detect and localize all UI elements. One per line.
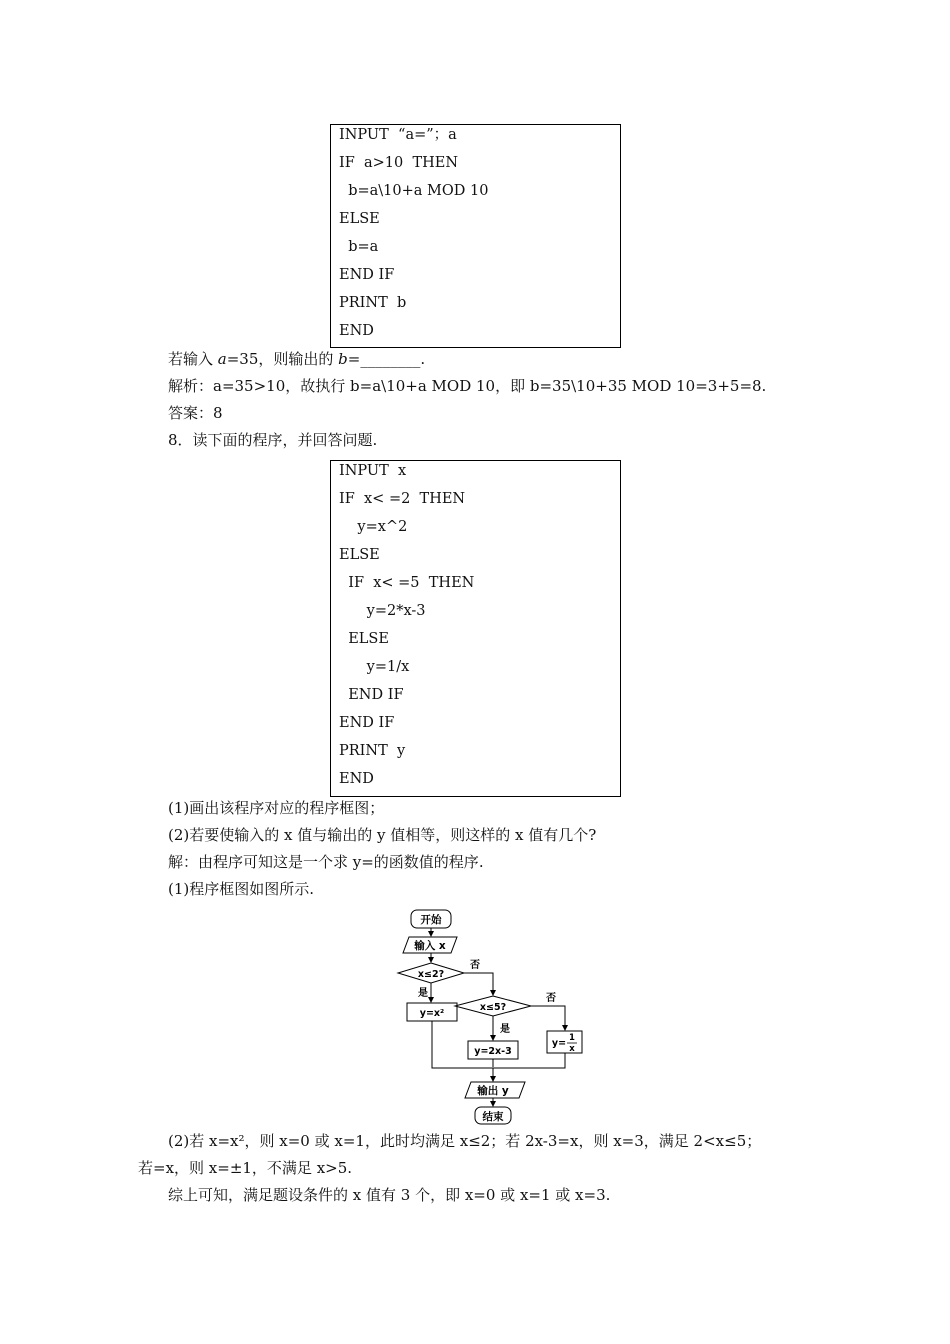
box3-label: y= [551, 1038, 567, 1049]
solution-part2-line2: 若=x，则 x=±1，不满足 x>5. [138, 1159, 353, 1177]
problem8-title: 8．读下面的程序，并回答问题. [168, 431, 378, 449]
yes-label-2: 是 [500, 1024, 510, 1035]
code-line: y=x^2 [339, 519, 408, 535]
end-label: 结束 [482, 1111, 504, 1123]
problem8-q1: (1)画出该程序对应的程序框图； [168, 799, 385, 817]
flowchart [395, 905, 595, 1127]
code-line: END IF [339, 715, 395, 731]
code-line: ELSE [339, 547, 380, 563]
program-box-2 [330, 460, 621, 797]
input-label: 输入 x [414, 940, 446, 952]
output-label: 输出 y [477, 1085, 509, 1097]
program-box-1 [330, 124, 621, 348]
condition2-label: x≤5? [479, 1002, 507, 1013]
no-label-1: 否 [470, 960, 480, 971]
problem7-analysis: 解析：a=35>10，故执行 b=a\10+a MOD 10，即 b=35\10+35 MOD 10=3+5=8. [168, 377, 767, 395]
problem8-q2: (2)若要使输入的 x 值与输出的 y 值相等，则这样的 x 值有几个? [168, 826, 597, 844]
code-line: INPUT x [339, 463, 407, 479]
no-label-2: 否 [546, 993, 556, 1004]
problem7-answer: 答案：8 [168, 404, 223, 422]
solution-part2-line1: (2)若 x=x²，则 x=0 或 x=1，此时均满足 x≤2；若 2x-3=x，则 x=3，满足 2<x≤5； [168, 1132, 762, 1150]
code-line: END [339, 323, 374, 339]
code-line: ELSE [339, 631, 389, 647]
box3-numerator: 1 [569, 1033, 575, 1043]
box1-label: y=x² [419, 1008, 445, 1019]
code-line: IF x< =2 THEN [339, 491, 466, 507]
solution-conclusion: 综上可知，满足题设条件的 x 值有 3 个，即 x=0 或 x=1 或 x=3. [168, 1186, 611, 1204]
code-line: PRINT b [339, 295, 407, 311]
code-line: PRINT y [339, 743, 406, 759]
code-line: y=1/x [339, 659, 410, 675]
code-line: END IF [339, 687, 404, 703]
code-line: IF a>10 THEN [339, 155, 459, 171]
condition1-label: x≤2? [417, 969, 445, 980]
code-line: b=a\10+a MOD 10 [339, 183, 489, 199]
start-label: 开始 [420, 914, 442, 926]
code-line: IF x< =5 THEN [339, 575, 475, 591]
box3-denominator: x [569, 1044, 575, 1054]
code-line: y=2*x-3 [339, 603, 426, 619]
code-line: ELSE [339, 211, 380, 227]
problem7-question: 若输入 a=35，则输出的 b=________. [168, 350, 426, 368]
yes-label-1: 是 [418, 988, 428, 999]
code-line: INPUT “a=”；a [339, 127, 457, 143]
solution-part1: (1)程序框图如图所示. [168, 880, 315, 898]
code-line: END [339, 771, 374, 787]
code-line: b=a [339, 239, 379, 255]
code-line: END IF [339, 267, 395, 283]
box2-label: y=2x-3 [474, 1046, 512, 1057]
solution-intro: 解：由程序可知这是一个求 y=的函数值的程序. [168, 853, 484, 871]
